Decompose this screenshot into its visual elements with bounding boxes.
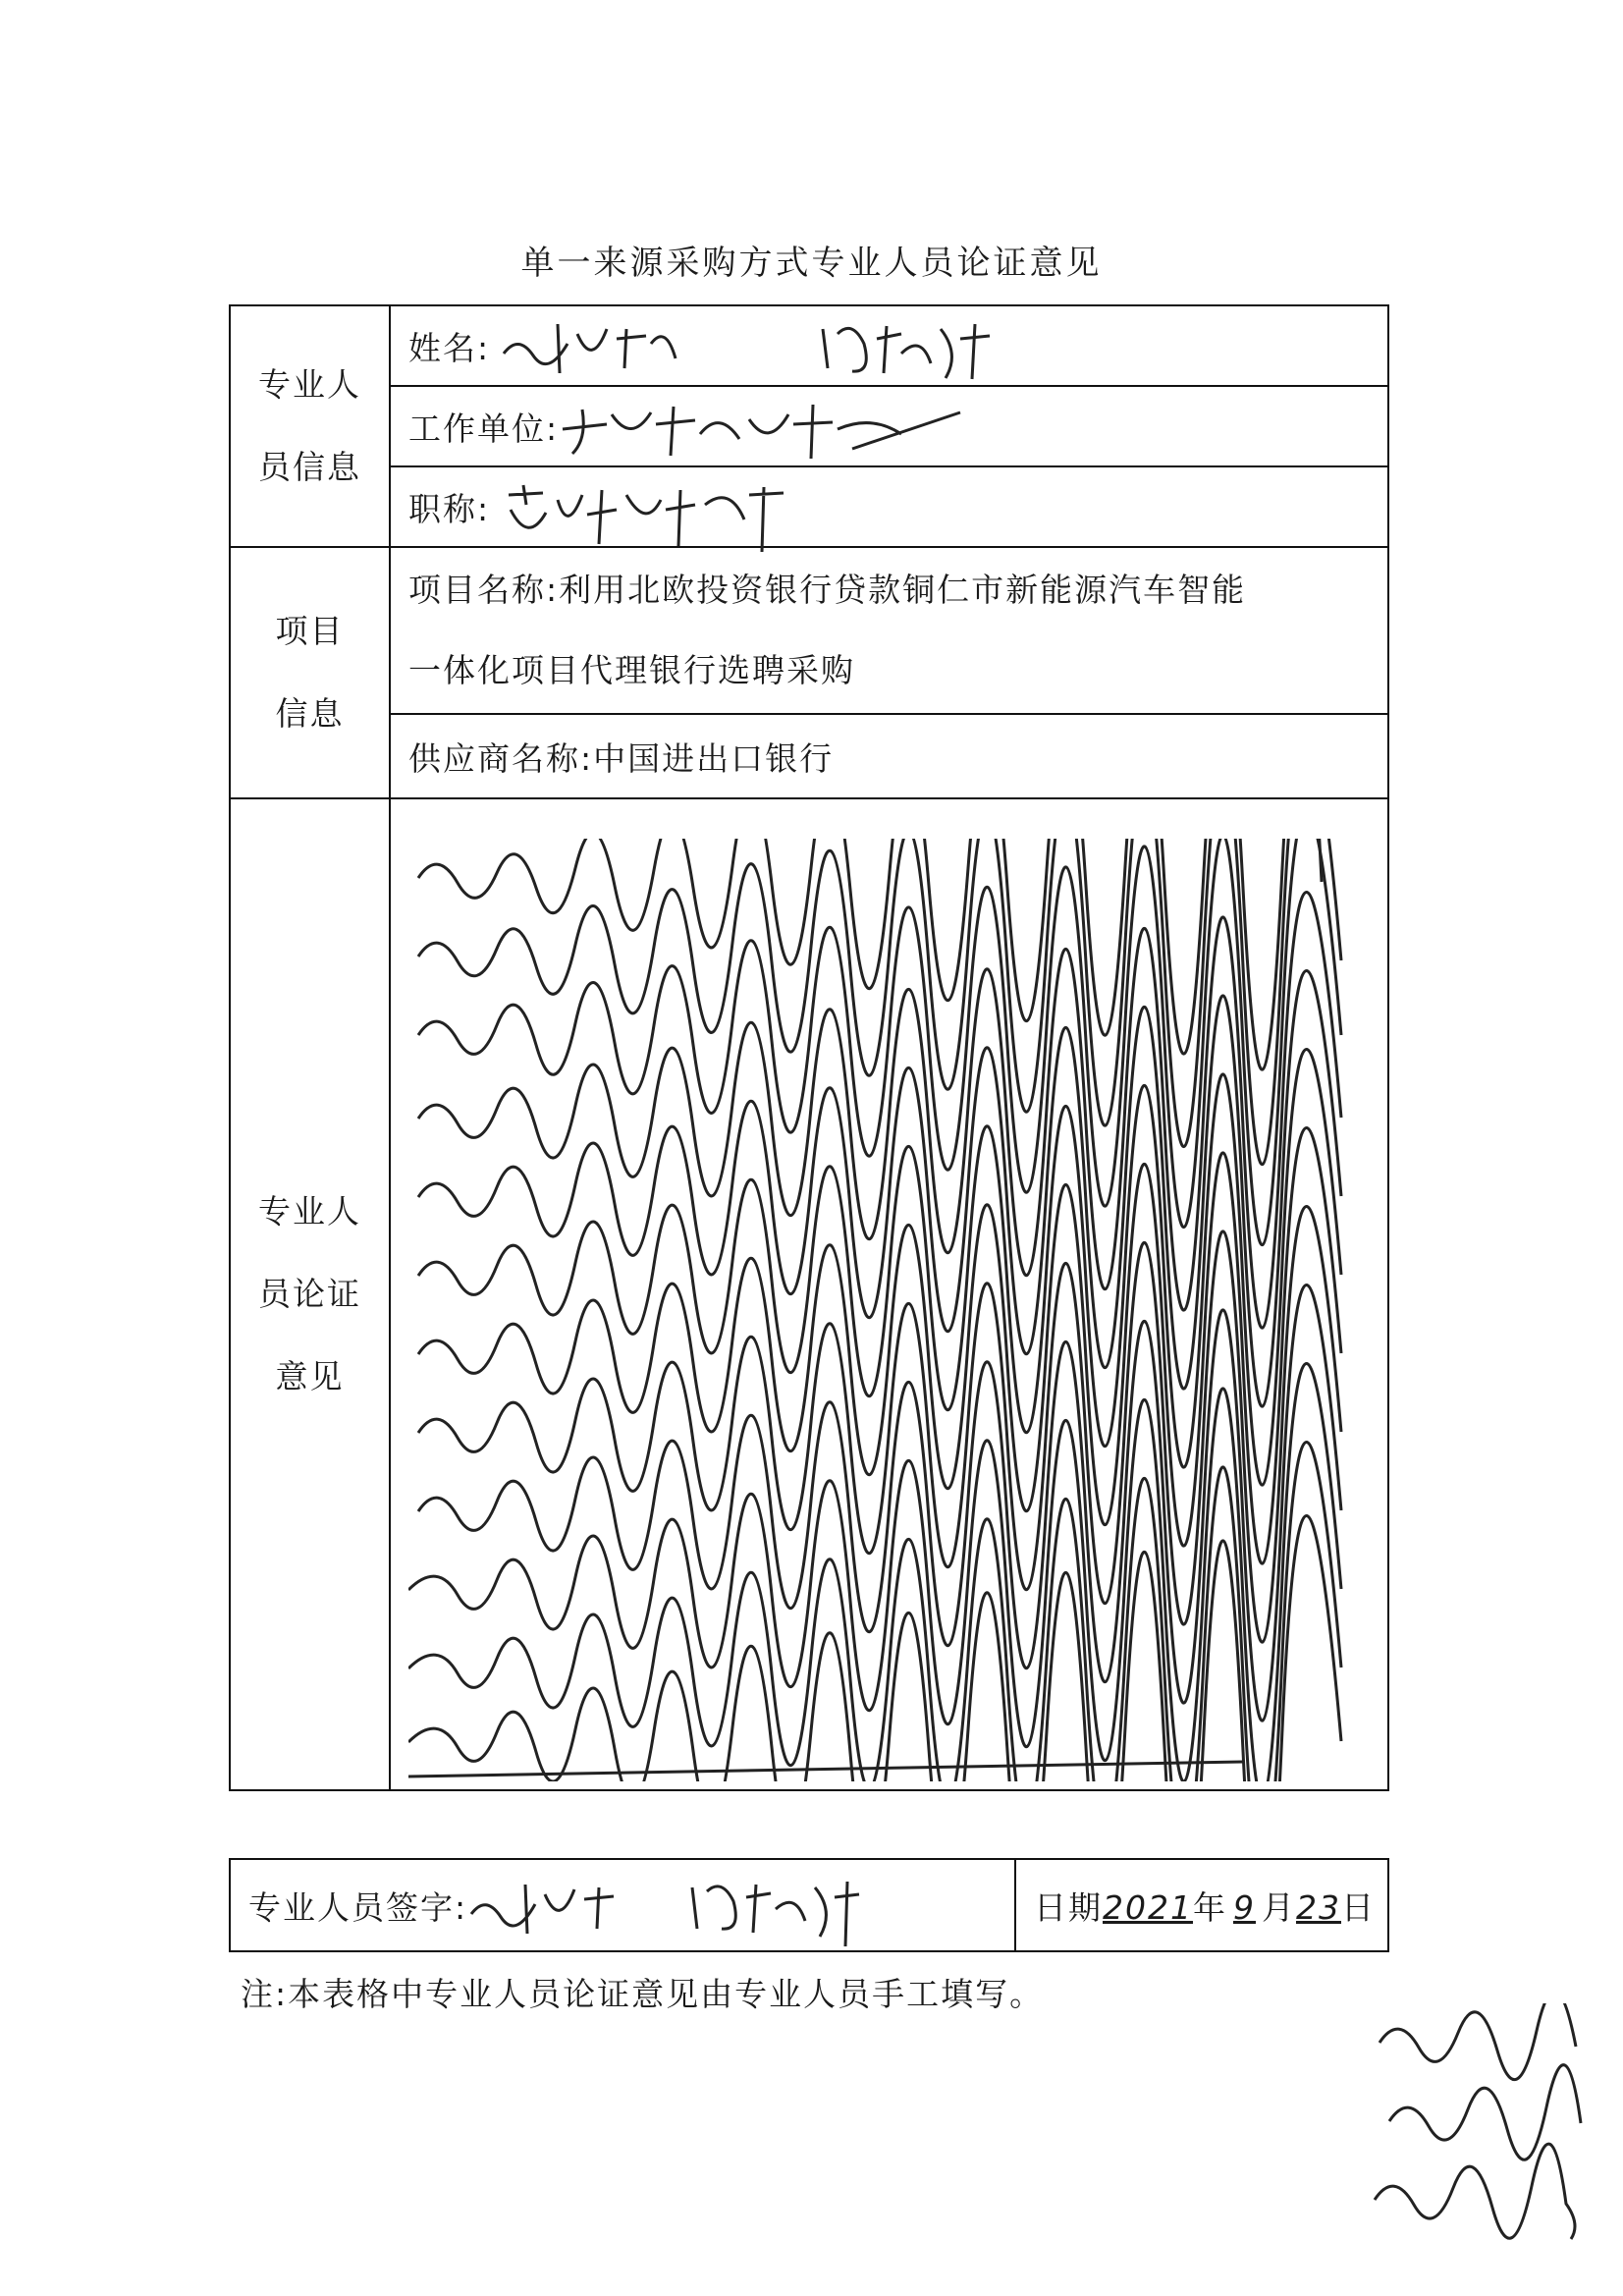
signature-label: 专业人员签字:	[248, 1887, 468, 1927]
date-day: 23	[1295, 1887, 1341, 1927]
opinion-form-table	[229, 304, 1389, 1791]
name-label: 姓名:	[408, 328, 491, 367]
handwritten-job-title	[499, 475, 813, 554]
project-label-line2: 信息	[275, 694, 345, 733]
footnote: 注:本表格中专业人员论证意见由专业人员手工填写。	[241, 1975, 1045, 2013]
job-title-cell	[390, 466, 1388, 547]
project-name-line1: 利用北欧投资银行贷款铜仁市新能源汽车智能	[559, 571, 1247, 609]
date-year: 2021	[1103, 1887, 1193, 1927]
date-year-unit: 年	[1192, 1887, 1227, 1927]
margin-handwriting	[1370, 2003, 1596, 2249]
project-label-line1: 项目	[275, 612, 345, 650]
supplier-label: 供应商名称:	[408, 738, 594, 778]
date-day-unit: 日	[1340, 1887, 1376, 1927]
personnel-label-line2: 员信息	[258, 448, 361, 486]
opinion-label-line2: 员论证	[258, 1275, 361, 1313]
handwritten-work-unit	[558, 395, 970, 465]
project-info-label	[230, 547, 390, 798]
work-unit-label: 工作单位:	[408, 409, 560, 448]
project-name-label: 项目名称:	[408, 571, 560, 609]
page-title: 单一来源采购方式专业人员论证意见	[520, 244, 1103, 283]
supplier-value: 中国进出口银行	[593, 738, 835, 778]
project-name-line2: 一体化项目代理银行选聘采购	[408, 651, 855, 689]
job-title-label: 职称:	[408, 489, 491, 528]
handwritten-opinion-text	[408, 839, 1380, 1781]
work-unit-cell	[390, 386, 1388, 466]
supplier-cell	[390, 714, 1388, 798]
signature-cell	[230, 1859, 1015, 1951]
opinion-label	[230, 798, 390, 1790]
handwritten-name-signature	[499, 314, 1049, 383]
signature-row-table	[229, 1858, 1389, 1952]
handwritten-signatures	[466, 1870, 879, 1948]
opinion-label-line3: 意见	[275, 1357, 345, 1395]
date-month: 9	[1232, 1887, 1256, 1927]
project-name-cell	[390, 547, 1388, 714]
name-cell	[390, 305, 1388, 386]
date-month-unit: 月	[1261, 1887, 1296, 1927]
opinion-label-line1: 专业人	[258, 1192, 361, 1230]
personnel-label-line1: 专业人	[258, 365, 361, 404]
date-label: 日期	[1034, 1887, 1103, 1927]
handwritten-opinion-cell	[390, 798, 1388, 1790]
date-cell	[1015, 1859, 1388, 1951]
personnel-info-label	[230, 305, 390, 547]
